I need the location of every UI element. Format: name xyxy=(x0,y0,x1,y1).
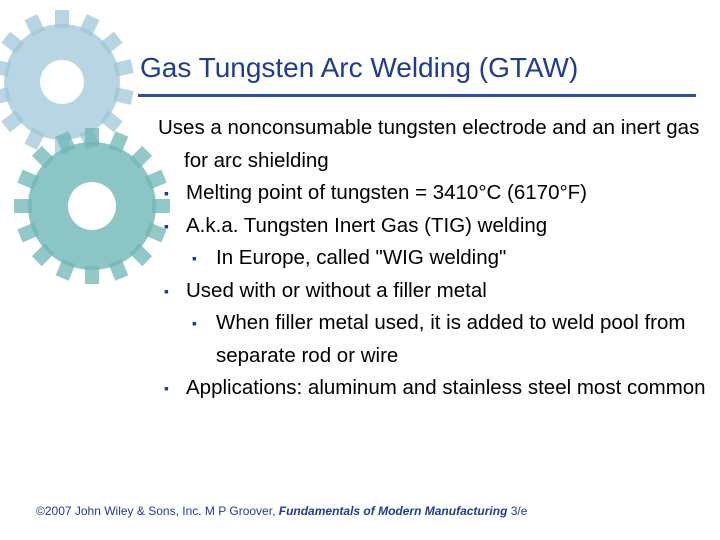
bullet-icon: ▪ xyxy=(192,315,197,331)
footer-citation xyxy=(36,503,527,519)
footer-edition: 3/e xyxy=(507,504,528,518)
bullet-item xyxy=(158,177,706,210)
bullet-icon: ▪ xyxy=(192,250,197,266)
bullet-icon: ▪ xyxy=(164,185,169,201)
bullet-icon: ▪ xyxy=(164,217,169,234)
gears-icon xyxy=(0,0,170,300)
intro-text: Uses a nonconsumable tungsten electrode and an inert gas for arc shielding xyxy=(158,116,700,172)
sub-bullet-item xyxy=(158,307,706,372)
bullet-icon: ▪ xyxy=(164,380,169,396)
sub-bullet-text: In Europe, called "WIG welding" xyxy=(216,246,507,269)
slide-title: Gas Tungsten Arc Welding (GTAW) xyxy=(140,52,579,83)
sub-bullet-text: When filler metal used, it is added to weld pool from separate rod or wire xyxy=(216,311,686,367)
bullet-item xyxy=(158,210,706,243)
gear-bottom-icon xyxy=(14,128,170,284)
bullet-item xyxy=(158,372,706,405)
sub-bullet-item xyxy=(158,242,706,275)
bullet-text: Applications: aluminum and stainless steel most common xyxy=(186,376,706,399)
bullet-icon: ▪ xyxy=(164,282,169,299)
footer-book-title: Fundamentals of Modern Manufacturing xyxy=(278,504,508,518)
bullet-item xyxy=(158,275,706,308)
slide-body xyxy=(158,112,706,405)
intro-paragraph xyxy=(158,112,706,177)
bullet-text: A.k.a. Tungsten Inert Gas (TIG) welding xyxy=(186,213,548,237)
bullet-text: Used with or without a filler metal xyxy=(186,278,487,302)
title-divider xyxy=(138,94,696,97)
bullet-text: Melting point of tungsten = 3410°C (6170°F) xyxy=(186,181,588,204)
footer-copyright: ©2007 John Wiley & Sons, Inc. M P Groover, xyxy=(36,504,279,518)
